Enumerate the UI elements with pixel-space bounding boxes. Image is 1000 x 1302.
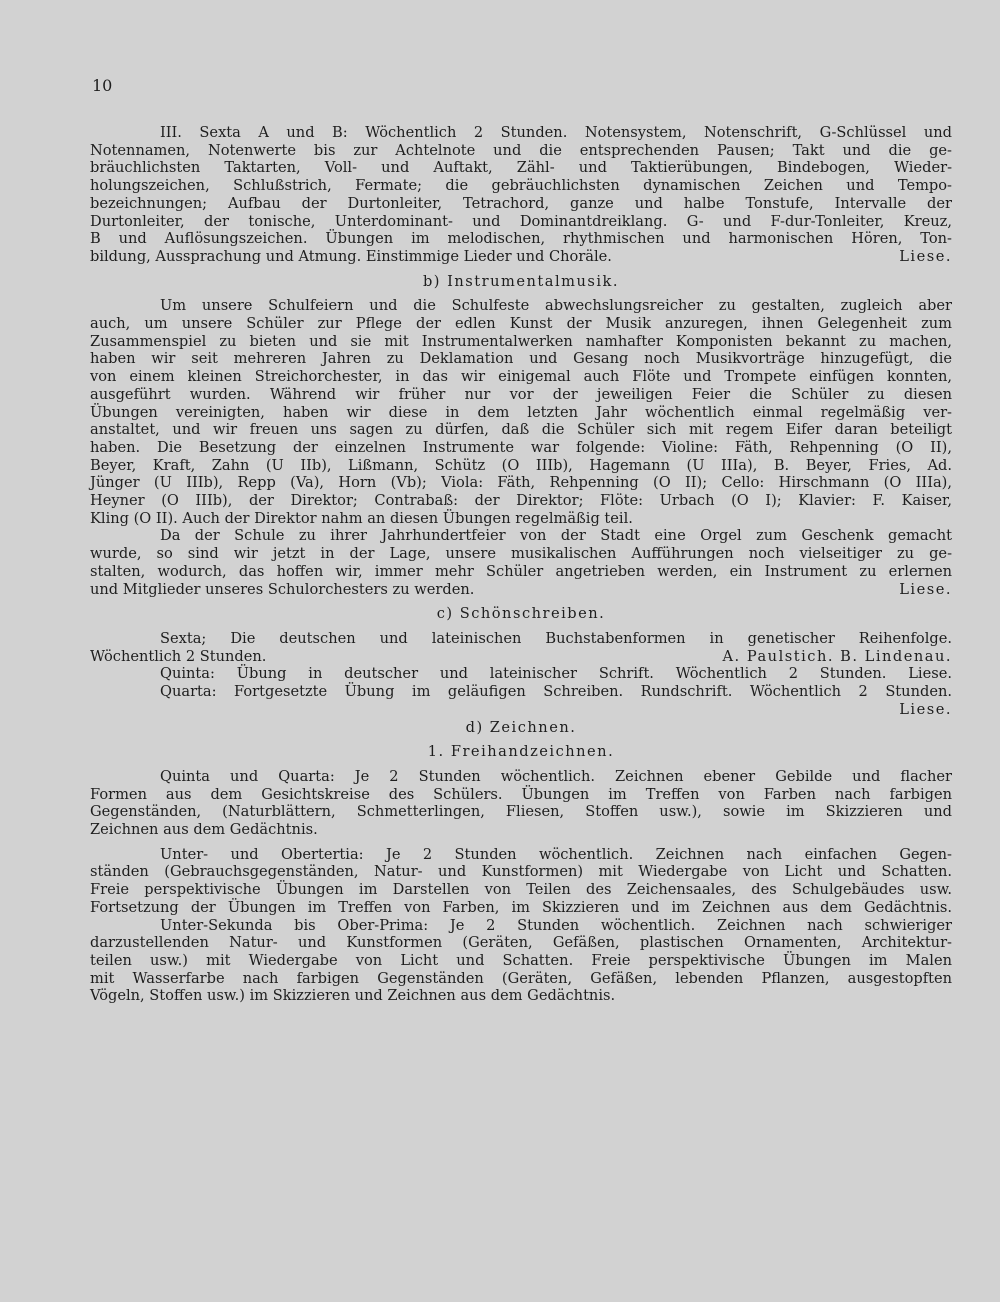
text-line: Formen aus dem Gesichtskreise des Schülers. Übungen im Treffen von Farben nach farbigen — [90, 785, 952, 803]
text-line: stalten, wodurch, das hoffen wir, immer mehr Schüler angetrieben werden, ein Instrument zu erlernen — [90, 562, 952, 580]
text-line: haben wir seit mehreren Jahren zu Deklamation und Gesang noch Musikvorträge hinzugefügt, die — [90, 350, 952, 368]
section-heading-schoenschreiben: c) Schönschreiben. — [436, 605, 606, 623]
text-line: ausgeführt wurden. Während wir früher nur vor der jeweiligen Feier die Schüler zu diesen — [90, 385, 952, 403]
text-line: Zeichnen aus dem Gedächtnis. — [90, 821, 318, 839]
text-line: Übungen vereinigten, haben wir diese in dem letzten Jahr wöchentlich einmal regelmäßig ver- — [90, 403, 952, 421]
paragraph-tertia — [90, 846, 952, 917]
paragraph-sekunda-prima — [90, 917, 952, 1006]
signature-liese: Liese. — [899, 580, 952, 598]
body-text — [90, 124, 952, 1005]
text-line: von einem kleinen Streichorchester, in das wir einigemal auch Flöte und Trompete einfügen konnten, — [90, 368, 952, 386]
text-line: darzustellenden Natur- und Kunstformen (Geräten, Gefäßen, plastischen Ornamenten, Architektur- — [90, 934, 952, 952]
paragraph-music-sexta — [90, 124, 952, 266]
text-line: Da der Schule zu ihrer Jahrhundertfeier von der Stadt eine Orgel zum Geschenk gemacht — [160, 527, 952, 545]
signature-liese: Liese. — [899, 700, 952, 718]
text-line: B und Auflösungszeichen. Übungen im melodischen, rhythmischen und harmonischen Hören, Ton- — [90, 230, 952, 248]
text-line: anstaltet, und wir freuen uns sagen zu dürfen, daß die Schüler sich mit regem Eifer daran beteiligt — [90, 421, 952, 439]
text-line: bezeichnungen; Aufbau der Durtonleiter, Tetrachord, ganze und halbe Tonstufe, Intervalle der — [90, 194, 952, 212]
text-line: teilen usw.) mit Wiedergabe von Licht und Schatten. Freie perspektivische Übungen im Malen — [90, 951, 952, 969]
text-line: Unter-Sekunda bis Ober-Prima: Je 2 Stunden wöchentlich. Zeichnen nach schwieriger — [160, 916, 952, 934]
text-line — [90, 248, 952, 266]
text-line-content: bildung, Aussprachung und Atmung. Einstimmige Lieder und Choräle. — [90, 247, 612, 265]
text-line: Vögeln, Stoffen usw.) im Skizzieren und Zeichnen aus dem Gedächtnis. — [90, 987, 616, 1005]
text-line: bräuchlichsten Taktarten, Voll- und Auftakt, Zähl- und Taktierübungen, Bindebogen, Wieder- — [90, 159, 952, 177]
text-line: Unter- und Obertertia: Je 2 Stunden wöchentlich. Zeichnen nach einfachen Gegen- — [160, 845, 952, 863]
text-line: Notennamen, Notenwerte bis zur Achtelnote und die entsprechenden Pausen; Takt und die ge- — [90, 141, 952, 159]
text-line — [90, 648, 952, 666]
paragraph-instrumental — [90, 297, 952, 527]
text-line: Sexta; Die deutschen und lateinischen Buchstabenformen in genetischer Reihenfolge. — [160, 629, 952, 647]
paragraph-schoenschreiben — [90, 630, 952, 719]
text-line: Um unsere Schulfeiern und die Schulfeste abwechslungsreicher zu gestalten, zugleich aber — [160, 297, 952, 315]
text-line: Freie perspektivische Übungen im Darstellen von Teilen des Zeichensaales, des Schulgebäudes usw. — [90, 881, 952, 899]
section-heading-instrumental: b) Instrumentalmusik. — [422, 272, 620, 290]
text-line: holungszeichen, Schlußstrich, Fermate; die gebräuchlichsten dynamischen Zeichen und Tempo- — [90, 177, 952, 195]
page-number: 10 — [92, 76, 113, 95]
text-line: ständen (Gebrauchsgegenständen, Natur- und Kunstformen) mit Wiedergabe von Licht und Schatten. — [90, 863, 952, 881]
text-line: Quinta: Übung in deutscher und lateinischer Schrift. Wöchentlich 2 Stunden. Liese. — [160, 665, 952, 683]
paragraph-quinta-quarta — [90, 768, 952, 839]
subsection-heading-freihand: 1. Freihandzeichnen. — [427, 743, 615, 761]
text-line-content: Wöchentlich 2 Stunden. — [90, 647, 267, 665]
text-line: Beyer, Kraft, Zahn (U IIb), Lißmann, Schütz (O IIIb), Hagemann (U IIIa), B. Beyer, Fries, Ad. — [90, 456, 952, 474]
text-line: Kling (O II). Auch der Direktor nahm an diesen Übungen regelmäßig teil. — [90, 509, 633, 527]
text-line: Fortsetzung der Übungen im Treffen von Farben, im Skizzieren und im Zeichnen aus dem Gedächtnis. — [90, 898, 952, 916]
signature-paulstich-lindenau: A. Paulstich. B. Lindenau. — [722, 647, 952, 665]
text-line: Durtonleiter, der tonische, Unterdominant- und Dominantdreiklang. G- und F-dur-Tonleiter, Kreuz, — [90, 212, 952, 230]
text-line: Quarta: Fortgesetzte Übung im geläufigen Schreiben. Rundschrift. Wöchentlich 2 Stunden. — [160, 683, 952, 701]
text-line: Heyner (O IIIb), der Direktor; Contrabaß: der Direktor; Flöte: Urbach (O I); Klavier: F. Kaiser, — [90, 492, 952, 510]
text-line: Zusammenspiel zu bieten und sie mit Instrumentalwerken namhafter Komponisten bekannt zu machen, — [90, 332, 952, 350]
text-line-content: und Mitglieder unseres Schulorchesters zu werden. — [90, 580, 475, 598]
text-line: auch, um unsere Schüler zur Pflege der edlen Kunst der Musik anzuregen, ihnen Gelegenheit zum — [90, 315, 952, 333]
signature-liese: Liese. — [899, 247, 952, 265]
text-line — [90, 581, 952, 599]
text-line — [90, 701, 952, 719]
text-line: mit Wasserfarbe nach farbigen Gegenständen (Geräten, Gefäßen, lebenden Pflanzen, ausgestopften — [90, 969, 952, 987]
text-line: wurde, so sind wir jetzt in der Lage, unsere musikalischen Aufführungen noch vielseitiger zu ge- — [90, 545, 952, 563]
text-line: Jünger (U IIIb), Repp (Va), Horn (Vb); Viola: Fäth, Rehpenning (O II); Cello: Hirschmann (O IIIa), — [90, 474, 952, 492]
text-line: haben. Die Besetzung der einzelnen Instrumente war folgende: Violine: Fäth, Rehpenning (O II), — [90, 438, 952, 456]
text-line: III. Sexta A und B: Wöchentlich 2 Stunden. Notensystem, Notenschrift, G-Schlüssel und — [160, 124, 952, 141]
text-line: Quinta und Quarta: Je 2 Stunden wöchentlich. Zeichnen ebener Gebilde und flacher — [160, 767, 952, 785]
paragraph-orgel — [90, 527, 952, 598]
section-heading-zeichnen: d) Zeichnen. — [465, 718, 577, 736]
text-line: Gegenständen, (Naturblättern, Schmetterlingen, Fliesen, Stoffen usw.), sowie im Skizzieren und — [90, 803, 952, 821]
